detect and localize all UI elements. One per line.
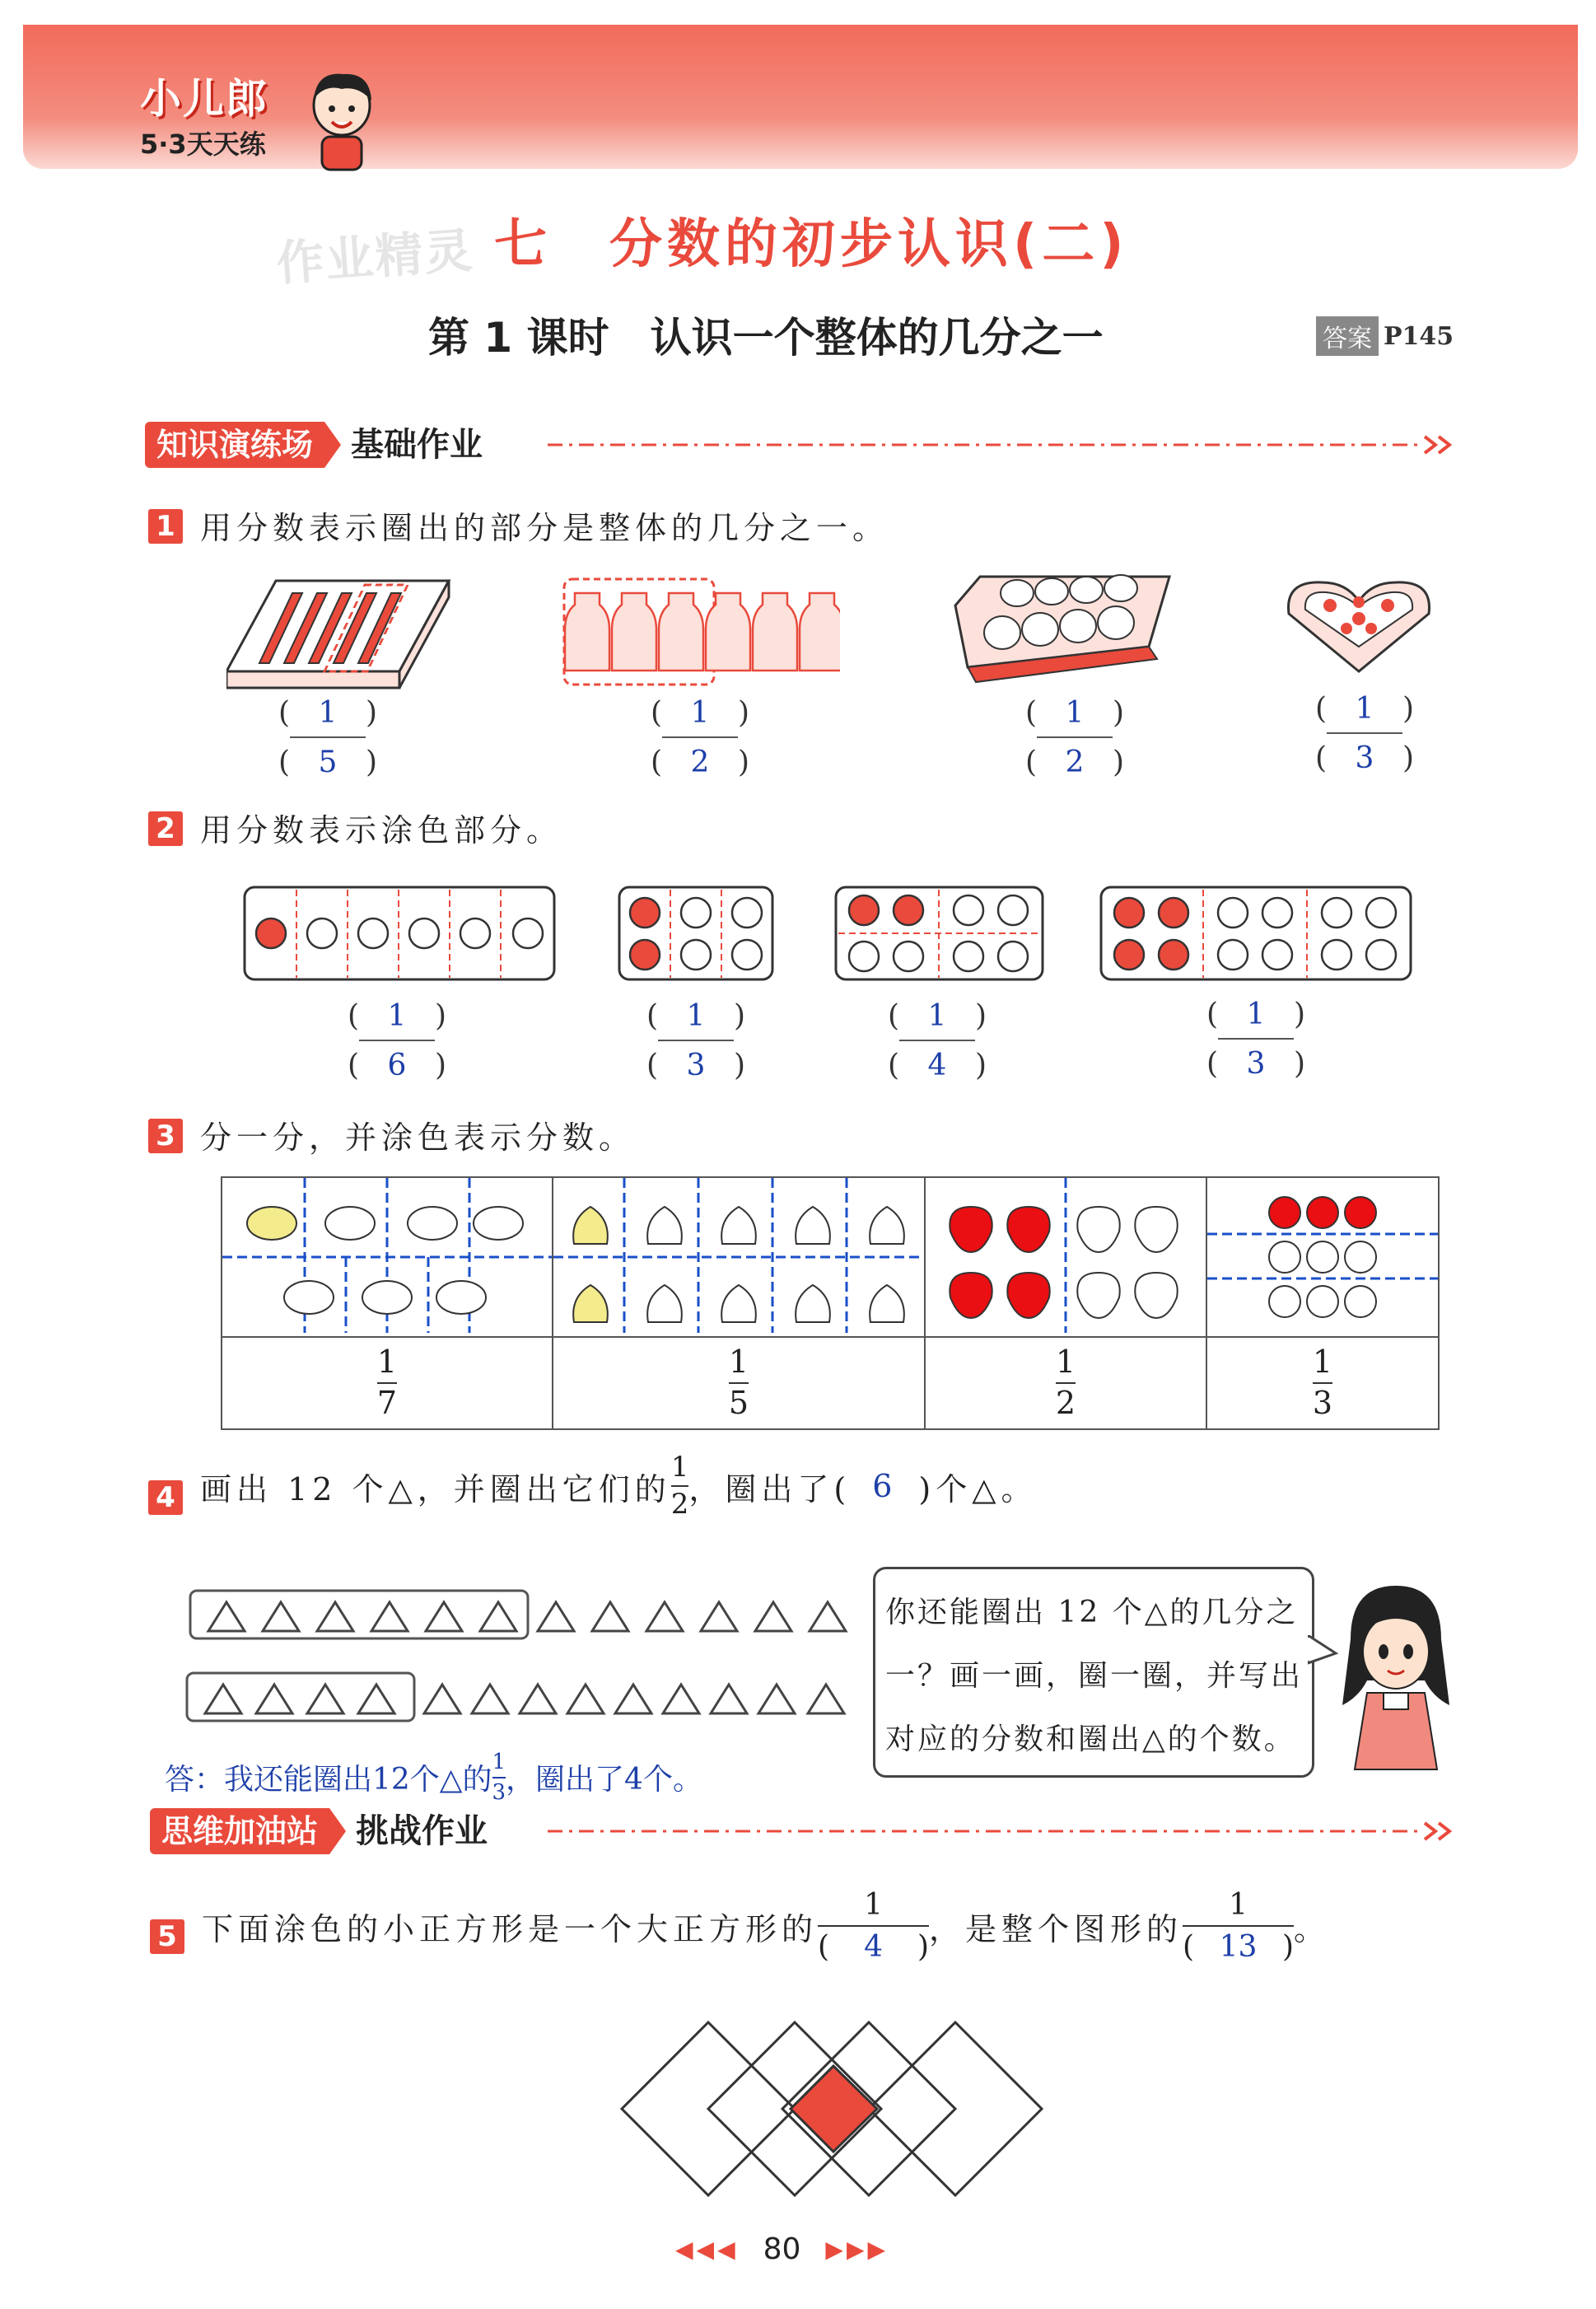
q3-fraction-3	[925, 1337, 1206, 1429]
reply-fraction	[492, 1750, 506, 1804]
apple-cell	[1206, 1177, 1439, 1337]
denominator: 3	[1355, 741, 1374, 775]
yogurt-bottles-image	[560, 577, 840, 688]
numerator: 1	[376, 1344, 398, 1381]
denominator: 3	[1246, 1046, 1266, 1081]
q2-number: 2	[148, 811, 183, 846]
q5-blank-1: 1 ( 4 )	[818, 1888, 930, 1964]
section-header-challenge	[150, 1808, 488, 1854]
q1-answer-4: ( 1 ) ( 3 )	[1315, 691, 1414, 775]
q4-text-c: )个△。	[918, 1470, 1038, 1507]
q4-line	[200, 1452, 1037, 1521]
strawberry-icon	[926, 1178, 1206, 1333]
answer-ref	[1316, 316, 1454, 356]
q1-number: 1	[148, 509, 183, 544]
denominator: 2	[1065, 745, 1085, 779]
pencil-box-image	[226, 573, 457, 696]
q3-number: 3	[148, 1119, 183, 1153]
q5-diamond-figure	[618, 2006, 1046, 2212]
heart-box-image	[1281, 573, 1437, 680]
strawberry-cell	[925, 1177, 1206, 1337]
q5-text-b: ，是整个图形的	[929, 1910, 1183, 1947]
denominator: 3	[686, 1048, 706, 1082]
numerator: 1	[318, 695, 338, 730]
numerator: 1	[1246, 997, 1266, 1031]
prev-arrows-icon: ◀◀◀	[675, 2236, 739, 2263]
numerator: 1	[728, 1344, 749, 1381]
q5-text-c: 。	[1294, 1910, 1331, 1947]
reply-text-a: 答：我还能圈出12个△的	[165, 1763, 492, 1797]
section-header-basic	[145, 422, 483, 468]
denominator: 5	[728, 1385, 749, 1421]
denominator: 3	[1312, 1385, 1333, 1421]
girl-character-icon	[1334, 1582, 1458, 1771]
q5-text-a: 下面涂色的小正方形是一个大正方形的	[202, 1910, 819, 1947]
candy-cell	[222, 1177, 553, 1337]
q1-answer-3: ( 1 ) ( 2 )	[1025, 695, 1124, 779]
speech-bubble	[873, 1567, 1314, 1778]
q5-number: 5	[150, 1919, 184, 1954]
denominator: 6	[387, 1048, 407, 1082]
bag-cell	[553, 1177, 925, 1337]
q2-answer-2: ( 1 ) ( 3 )	[646, 998, 745, 1082]
next-arrows-icon: ▶▶▶	[825, 2236, 889, 2263]
q3-table	[221, 1176, 1440, 1430]
numerator: 1	[690, 695, 710, 730]
mascot-boy-icon	[301, 66, 383, 173]
q1-answer-2: ( 1 ) ( 2 )	[651, 695, 749, 779]
answer-label: 答案	[1316, 316, 1379, 356]
brand-logo	[140, 66, 268, 161]
numerator: 1	[1355, 691, 1374, 726]
q4-fraction	[671, 1452, 689, 1521]
denominator: 3	[492, 1779, 506, 1805]
q5-line	[202, 1888, 1330, 1964]
dashed-rule	[548, 1819, 1462, 1844]
q2-text: 用分数表示涂色部分。	[200, 812, 563, 848]
numerator: 1	[387, 998, 407, 1033]
numerator: 1	[927, 998, 947, 1033]
watermark: 作业精灵	[274, 222, 476, 292]
numerator: 1	[686, 998, 706, 1033]
q4-number: 4	[148, 1480, 183, 1515]
lesson-title: 第 1 课时 认识一个整体的几分之一	[428, 314, 1104, 362]
denominator: 13	[1219, 1930, 1258, 1964]
q2-figure-1	[243, 886, 556, 984]
q2-answer-1: ( 1 ) ( 6 )	[348, 998, 446, 1082]
q4-reply	[165, 1750, 702, 1804]
q3-fraction-2	[553, 1337, 925, 1429]
section-name: 基础作业	[351, 426, 483, 464]
brand-sub: 5·3天天练	[140, 129, 266, 160]
brand-name: 小儿郎	[140, 75, 268, 123]
page-number: 80	[763, 2232, 801, 2266]
apple-icon	[1207, 1178, 1438, 1333]
q5-blank-2: 1 ( 13 )	[1183, 1888, 1295, 1964]
q2-figure-2	[618, 886, 774, 984]
numerator: 1	[1312, 1344, 1333, 1381]
section-tag: 思维加油站	[150, 1808, 329, 1854]
denominator: 7	[376, 1385, 398, 1421]
denominator: 2	[1055, 1385, 1076, 1421]
triangles-drawing	[185, 1586, 852, 1726]
page-footer	[675, 2232, 889, 2266]
numerator: 1	[1065, 695, 1085, 730]
section-name: 挑战作业	[356, 1812, 488, 1850]
q4-answer: 6	[872, 1468, 898, 1505]
q2-answer-4: ( 1 ) ( 3 )	[1206, 997, 1305, 1081]
q3-fraction-1	[222, 1337, 553, 1429]
numerator: 1	[1229, 1888, 1248, 1922]
q2-answer-3: ( 1 ) ( 4 )	[888, 998, 987, 1082]
denominator: 4	[864, 1930, 883, 1964]
chapter-title: 七 分数的初步认识(二)	[494, 214, 1129, 275]
q4-text-a: 画出 12 个△，并圈出它们的	[200, 1470, 671, 1507]
candy-icon	[222, 1178, 552, 1333]
section-tag: 知识演练场	[145, 422, 324, 468]
answer-page: P145	[1384, 321, 1454, 351]
denominator: 5	[318, 745, 338, 779]
q2-figure-4	[1099, 886, 1412, 984]
dashed-rule	[548, 432, 1462, 457]
q4-text-b: ，圈出了(	[688, 1470, 852, 1507]
denominator: 2	[690, 745, 710, 779]
numerator: 1	[492, 1750, 506, 1774]
denominator: 4	[927, 1048, 947, 1082]
egg-carton-image	[951, 568, 1174, 688]
q3-fraction-4	[1206, 1337, 1439, 1429]
bubble-text: 你还能圈出 12 个△的几分之一？画一画，圈一圈，并写出对应的分数和圈出△的个数。	[885, 1596, 1304, 1756]
denominator: 2	[670, 1488, 689, 1521]
reply-text-b: ，圈出了4个。	[506, 1763, 702, 1797]
numerator: 1	[864, 1888, 883, 1922]
q1-text: 用分数表示圈出的部分是整体的几分之一。	[200, 510, 889, 546]
numerator: 1	[670, 1451, 689, 1484]
q2-figure-3	[834, 886, 1044, 984]
q3-text: 分一分，并涂色表示分数。	[200, 1119, 636, 1156]
numerator: 1	[1055, 1344, 1076, 1381]
bag-icon	[553, 1178, 924, 1333]
q1-answer-1: ( 1 ) ( 5 )	[278, 695, 377, 779]
